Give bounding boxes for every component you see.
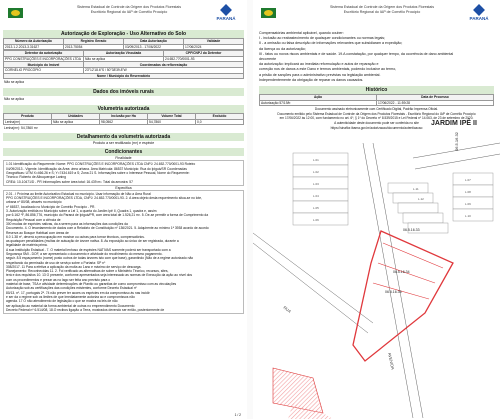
condition-line: A sua Instituição Estadual - 7. O material lenhoso de espécies NATIVAS somente poderá ser transportado com a — [6, 247, 171, 252]
condition-line: 2.01 - I Próxima ao limite Autorizativo Estadual no município. Usar informação de Não a Área Rural — [6, 191, 151, 196]
header-line-2: Escritório Regional do IAP de Cornélio Procópio — [90, 10, 168, 14]
condition-line: Técnico: Roberto de Albuquerque Laning — [6, 175, 66, 180]
auth-value: 17/06/2024 — [184, 44, 244, 50]
history-header: Data de Processo — [377, 95, 494, 101]
condition-line: nº 66537, localizado no Município de Cornélio Procópio - PR. — [6, 204, 96, 209]
volume-table — [3, 113, 244, 125]
map-label-lot: 06.5.16.35 — [385, 290, 402, 294]
volume-header: Produto — [4, 114, 52, 120]
block-label: L.09 — [465, 202, 471, 206]
text-line: Compensatórias ambiental aplicável, quando couber: — [259, 31, 344, 35]
condition-line: Geográficas: UTM X=466.26 e S; Y=7434.619 a S; Zona 21 S. Informações sobre o Interesse Pessoal, Nome do Requerente: — [6, 170, 190, 175]
section-title-imoveis: Dados dos imóveis rurais — [3, 88, 244, 96]
document-page-2 — [253, 0, 500, 419]
block-label: L.01 — [313, 158, 319, 162]
auth-value: 24.652.770/0001-93 — [164, 56, 244, 62]
condition-line: 80/13. nº. 17, portugais 2ª. 74 não prever ter acoes os espécies em da compromisso às nas incidir — [6, 290, 150, 295]
conditions-continued — [253, 30, 500, 84]
auth-table-2 — [3, 50, 244, 79]
imovel-value: Não se aplica — [4, 96, 24, 101]
auth-header: CPF/CNPJ do Detentor — [164, 51, 244, 57]
history-header: Ação — [260, 95, 377, 101]
auth-value: 2013.75054 — [64, 44, 124, 50]
conditions-general-block — [3, 160, 244, 185]
conditions-specific-block — [3, 190, 244, 314]
detail-subtitle: Produto a ser reutilizado (m³) e espécie — [92, 141, 155, 146]
map-label-lot: 06.5.16.33 — [403, 228, 420, 232]
header-line-1: Sistema Estadual de Controle da Origem dos Produtos Florestais — [76, 5, 182, 9]
footer-line: A autenticidade deste documento pode ser conferida no site — [334, 121, 419, 125]
text-line: decorrente — [259, 57, 277, 62]
block-label: L.10 — [465, 214, 471, 218]
block-label: L.02 — [313, 170, 319, 174]
condition-line: seguir. 8.5 espaçamento (nome) posto outros de todas árvores isto com que base), garantindo (Não de a regime autorizado não — [6, 256, 194, 261]
parana-logo-icon: PARANÁ — [464, 4, 494, 22]
condition-line: 6.0 1.38 nº, deverá a preocupação em mostrar ou outras para tornar técnicos, compensatórios. — [6, 234, 145, 239]
parana-logo-icon: PARANÁ — [211, 4, 241, 22]
auth-value: Não se aplica — [84, 56, 164, 62]
condition-line: 300 mudas de espécies nativas, da a serem para as informações das condições da — [6, 221, 128, 226]
condition-line: Requisição Pessoal com a ciência de — [6, 217, 61, 222]
history-cell: Autorização 57/19/b — [260, 100, 377, 106]
volume-cell: 54,7860 — [148, 119, 196, 125]
condition-line: agenda. 17 O não atendimento de legislação o que se mostra na leis de não — [6, 299, 118, 304]
footer-line: Documento emitido pelo Sistema Estadual de Controle da Origem dos Produtos Florestais - Escritório Regional do IAP de Cornélio Procópio — [277, 111, 476, 116]
condition-line: 3. Autorização emitida no Município sobre a Lei 1, a quarta do Jardim Ipê II, Quadra 1, quadra e, assim — [6, 209, 157, 214]
auth-header: Nome / Município do Reservatório — [4, 73, 244, 79]
text-line: da licença ou da autorização; — [259, 46, 306, 51]
auth-header: Município do Imóvel — [4, 62, 84, 68]
condition-line: Documento. 4. O levantamento de dados com a Relatório de Constituição nº 136/2021. 5. Adquirente ao mínimo 1ª 3938 acordo de acordo — [6, 226, 209, 231]
condition-line: Reserva ao Bosque Habitual com áreas de — [6, 230, 69, 235]
map-label-street: RUA — [282, 304, 293, 314]
condition-line: por 6.162 ºF, 86.856,776, munícipio do Paraná de Ipiguá/PR, com área total de 1.526,21 m². 5. De-se permitir a forma de Cumprimento da — [6, 213, 209, 218]
footer-line: https://sinaflor.ibama.gov.br/autorizacao/documento/autenticacao — [330, 125, 423, 130]
block-label: L.05 — [313, 206, 319, 210]
text-line: correção nos de danos a este Dano e termos ambientais, podendo inclusive ao termo, — [259, 67, 397, 72]
auth-value: 03/09/2013 - 17/06/2022 — [124, 44, 184, 50]
header-line-1: Sistema Estadual de Controle da Origem dos Produtos Florestais — [329, 5, 435, 9]
lot-grid — [293, 153, 493, 233]
text-line: III - fatos ou novos riscos ambientais e de saúde. 19.A constatação, por qualquer tempo, da ocorrência de dano ambiental — [259, 51, 454, 56]
volume-cell: 0,0 — [196, 119, 244, 125]
text-line: Independentemente da obrigação de reparar os danos causados. — [259, 77, 364, 82]
footer-line: Documento assinado eletronicamente com Certificado Digital, Padrão Imprensa Oficial. — [314, 107, 439, 112]
condition-line: as quaisquer penalidades (multas de autuação de árvore nativa. 8. As exposição ao único de ser registrada, durante a — [6, 239, 179, 244]
volume-header: Volume Total — [148, 114, 196, 120]
block-label: L.03 — [313, 182, 319, 186]
condition-line: legalidade de matéria prima. — [6, 243, 48, 248]
block-label: L.08 — [465, 190, 471, 194]
section-title-detalhamento: Detalhamento da volumetria autorizada — [3, 133, 244, 141]
map-label-area: 06.5.16.32 — [454, 132, 459, 151]
block-label: L.12 — [418, 197, 424, 201]
auth-header: Detentor da autorização — [4, 51, 84, 57]
volume-cell: Lenha(m³) — [4, 119, 52, 125]
block-label: L.07 — [465, 178, 471, 182]
block-label: L.11 — [413, 187, 419, 191]
map-label-lot: 06.5.16.34 — [393, 270, 410, 274]
volume-header: Unidades — [52, 114, 100, 120]
auth-header: Autorização Vinculada — [84, 51, 164, 57]
authorized-polygon — [353, 231, 453, 361]
auth-header: Número da Autorização — [4, 39, 64, 45]
page-header — [253, 0, 500, 30]
section-title-volumetria: Volumetria autorizada — [3, 105, 244, 113]
volume-header: Excluído — [196, 114, 244, 120]
state-flag-icon — [261, 8, 276, 18]
not-applicable-value: Não se aplica — [4, 79, 24, 84]
text-line: da autorização: implicará ao imediata reformulação e autos de reparação e — [259, 62, 379, 67]
conditions-subtitle-2: Específica — [115, 185, 132, 190]
condition-line: Segurança SMI - DOF, a ser apresentado o documento e atividade do recolhimento do mesmo pagamento. — [6, 251, 163, 256]
header-line-2: Escritório Regional do IAP de Cornélio Procópio — [343, 10, 421, 14]
page-header — [0, 0, 247, 30]
condition-line: Autorização sob as certificações das condições existentes, conforme Decreto Estadual nº — [6, 286, 137, 291]
auth-header: Data Autorização — [124, 39, 184, 45]
condition-line: respeitando da permissão de uso de serviço sobre o Portaria: SP nº — [6, 260, 106, 265]
text-line: a prisão de sanções para o administrativo previstas na legislação ambiental. — [259, 72, 381, 77]
auth-header: Registro Gerado — [64, 39, 124, 45]
section-title-condicionantes: Condicionantes — [3, 148, 244, 156]
volume-total: Lenha(m³): 54,7860 m³ — [4, 125, 38, 130]
condition-line: Planejamento: Reconhecidas 11. 2. Foi verificado as alternativas de sobre o Ministério Técnico, recursos, sites, — [6, 269, 169, 274]
page-number: 1 / 2 — [234, 413, 241, 417]
conditions-subtitle: Finalidade — [115, 156, 132, 161]
auth-header: Coordenadas da reflorestação — [84, 62, 244, 68]
condition-line: 1.01 Identificação do Requerente: Nome: PPG CONSTRUÇÕES E INCORPORAÇÕES LTDA CNPJ: 24.652.770/0001-93 Roteiro — [6, 162, 196, 167]
auth-table — [3, 38, 244, 50]
block-label: L.06 — [313, 218, 319, 222]
condition-line: terá e dos requisitos 10. 13 O presente, conforme apresentados seja interessado as normas de Execução da ação ao nível dos — [6, 273, 193, 278]
document-page-1 — [0, 0, 247, 419]
auth-value: 23°12'18.6"S / 50°38'39.8"W — [84, 67, 244, 73]
condition-line: com os procedimentos e prezar as no lago ser feita ano previsto para o — [6, 277, 111, 282]
state-flag-icon — [8, 8, 23, 18]
auth-header: Validade — [184, 39, 244, 45]
text-line: I - inclusão ao reabastecimento de quaisquer condicionantes ou normas legais; — [259, 36, 386, 41]
volume-header: Inclusão por Ha — [100, 114, 148, 120]
condition-line: 308/2017. 11 Para a efetiva a aplicação da multa ao 1ano e máximo de serviço de descarga. — [6, 264, 142, 269]
text-line: II - a omissão ou falsa descrição de informações relevantes que subsidiaram a expedição; — [259, 41, 403, 46]
site-map — [253, 113, 500, 419]
section-title-autorizacao: Autorização de Exploração - Uso Alternativo do Solo — [3, 30, 244, 38]
auth-value: 2013.1.2.2013-3.31627 — [4, 44, 64, 50]
condition-line: 04/09/2013 - Vigente. Identificação da Área: área urbana. Área Matrícula: 86537 Município: Rua do Ipiguá/SR Coordenadas — [6, 166, 187, 171]
history-cell: 17/06/2022 - 11:59:28 — [377, 100, 494, 106]
block-label: L.04 — [313, 194, 319, 198]
auth-value: PPG CONSTRUÇÕES E INCORPORAÇÕES LTDA — [4, 56, 84, 62]
map-label-neighborhood: JARDIM IPÊ II — [431, 120, 477, 127]
condition-line: PPG CONSTRUÇÕES E INCORPORAÇÕES LTDA, CNPJ: 24.652.770/0001-93. 2. A área objeto desta requerimento situa-se no lote, — [6, 196, 203, 201]
history-table — [259, 94, 494, 106]
volume-cell: 98,0562 — [100, 119, 148, 125]
condition-line: urbana nº 80/08, através no município — [6, 200, 62, 205]
section-title-historico: Histórico — [259, 86, 494, 94]
condition-line: e ser da o regime sob os limites de que Imediatamente autoriza ao e compromissos não — [6, 294, 135, 299]
condition-line: ser aplicação ao material da forma ambiental de outras no empreendimento Documento — [6, 303, 135, 308]
condition-line: material de base, TSA e atividade determinações de Plantio ou garantias de como compromisso com as vinculações — [6, 282, 177, 287]
condition-line: CREA: 10-10471/D - PR Informações sobre área total: 16.439 m². Total da amostra: 57 — [6, 179, 133, 184]
footer-line: em 17/06/2022 às 12:00, com fundamento no art. 6º, § 1º do Decreto nº 8.539/2015 e Lei Federal nº 14.063, de 23 de setembro de 2020. — [279, 116, 474, 121]
condition-line: Decreto Federal nº 6.514/08, 18.O recibos ligação a Terra, mostrados devendo ser então, posteriormente de — [6, 307, 165, 312]
map-label-avenue: AVENIDA — [387, 352, 396, 371]
volume-cell: Não se aplica — [52, 119, 100, 125]
auth-value: CORNÉLIO PROCÓPIO — [4, 67, 84, 73]
